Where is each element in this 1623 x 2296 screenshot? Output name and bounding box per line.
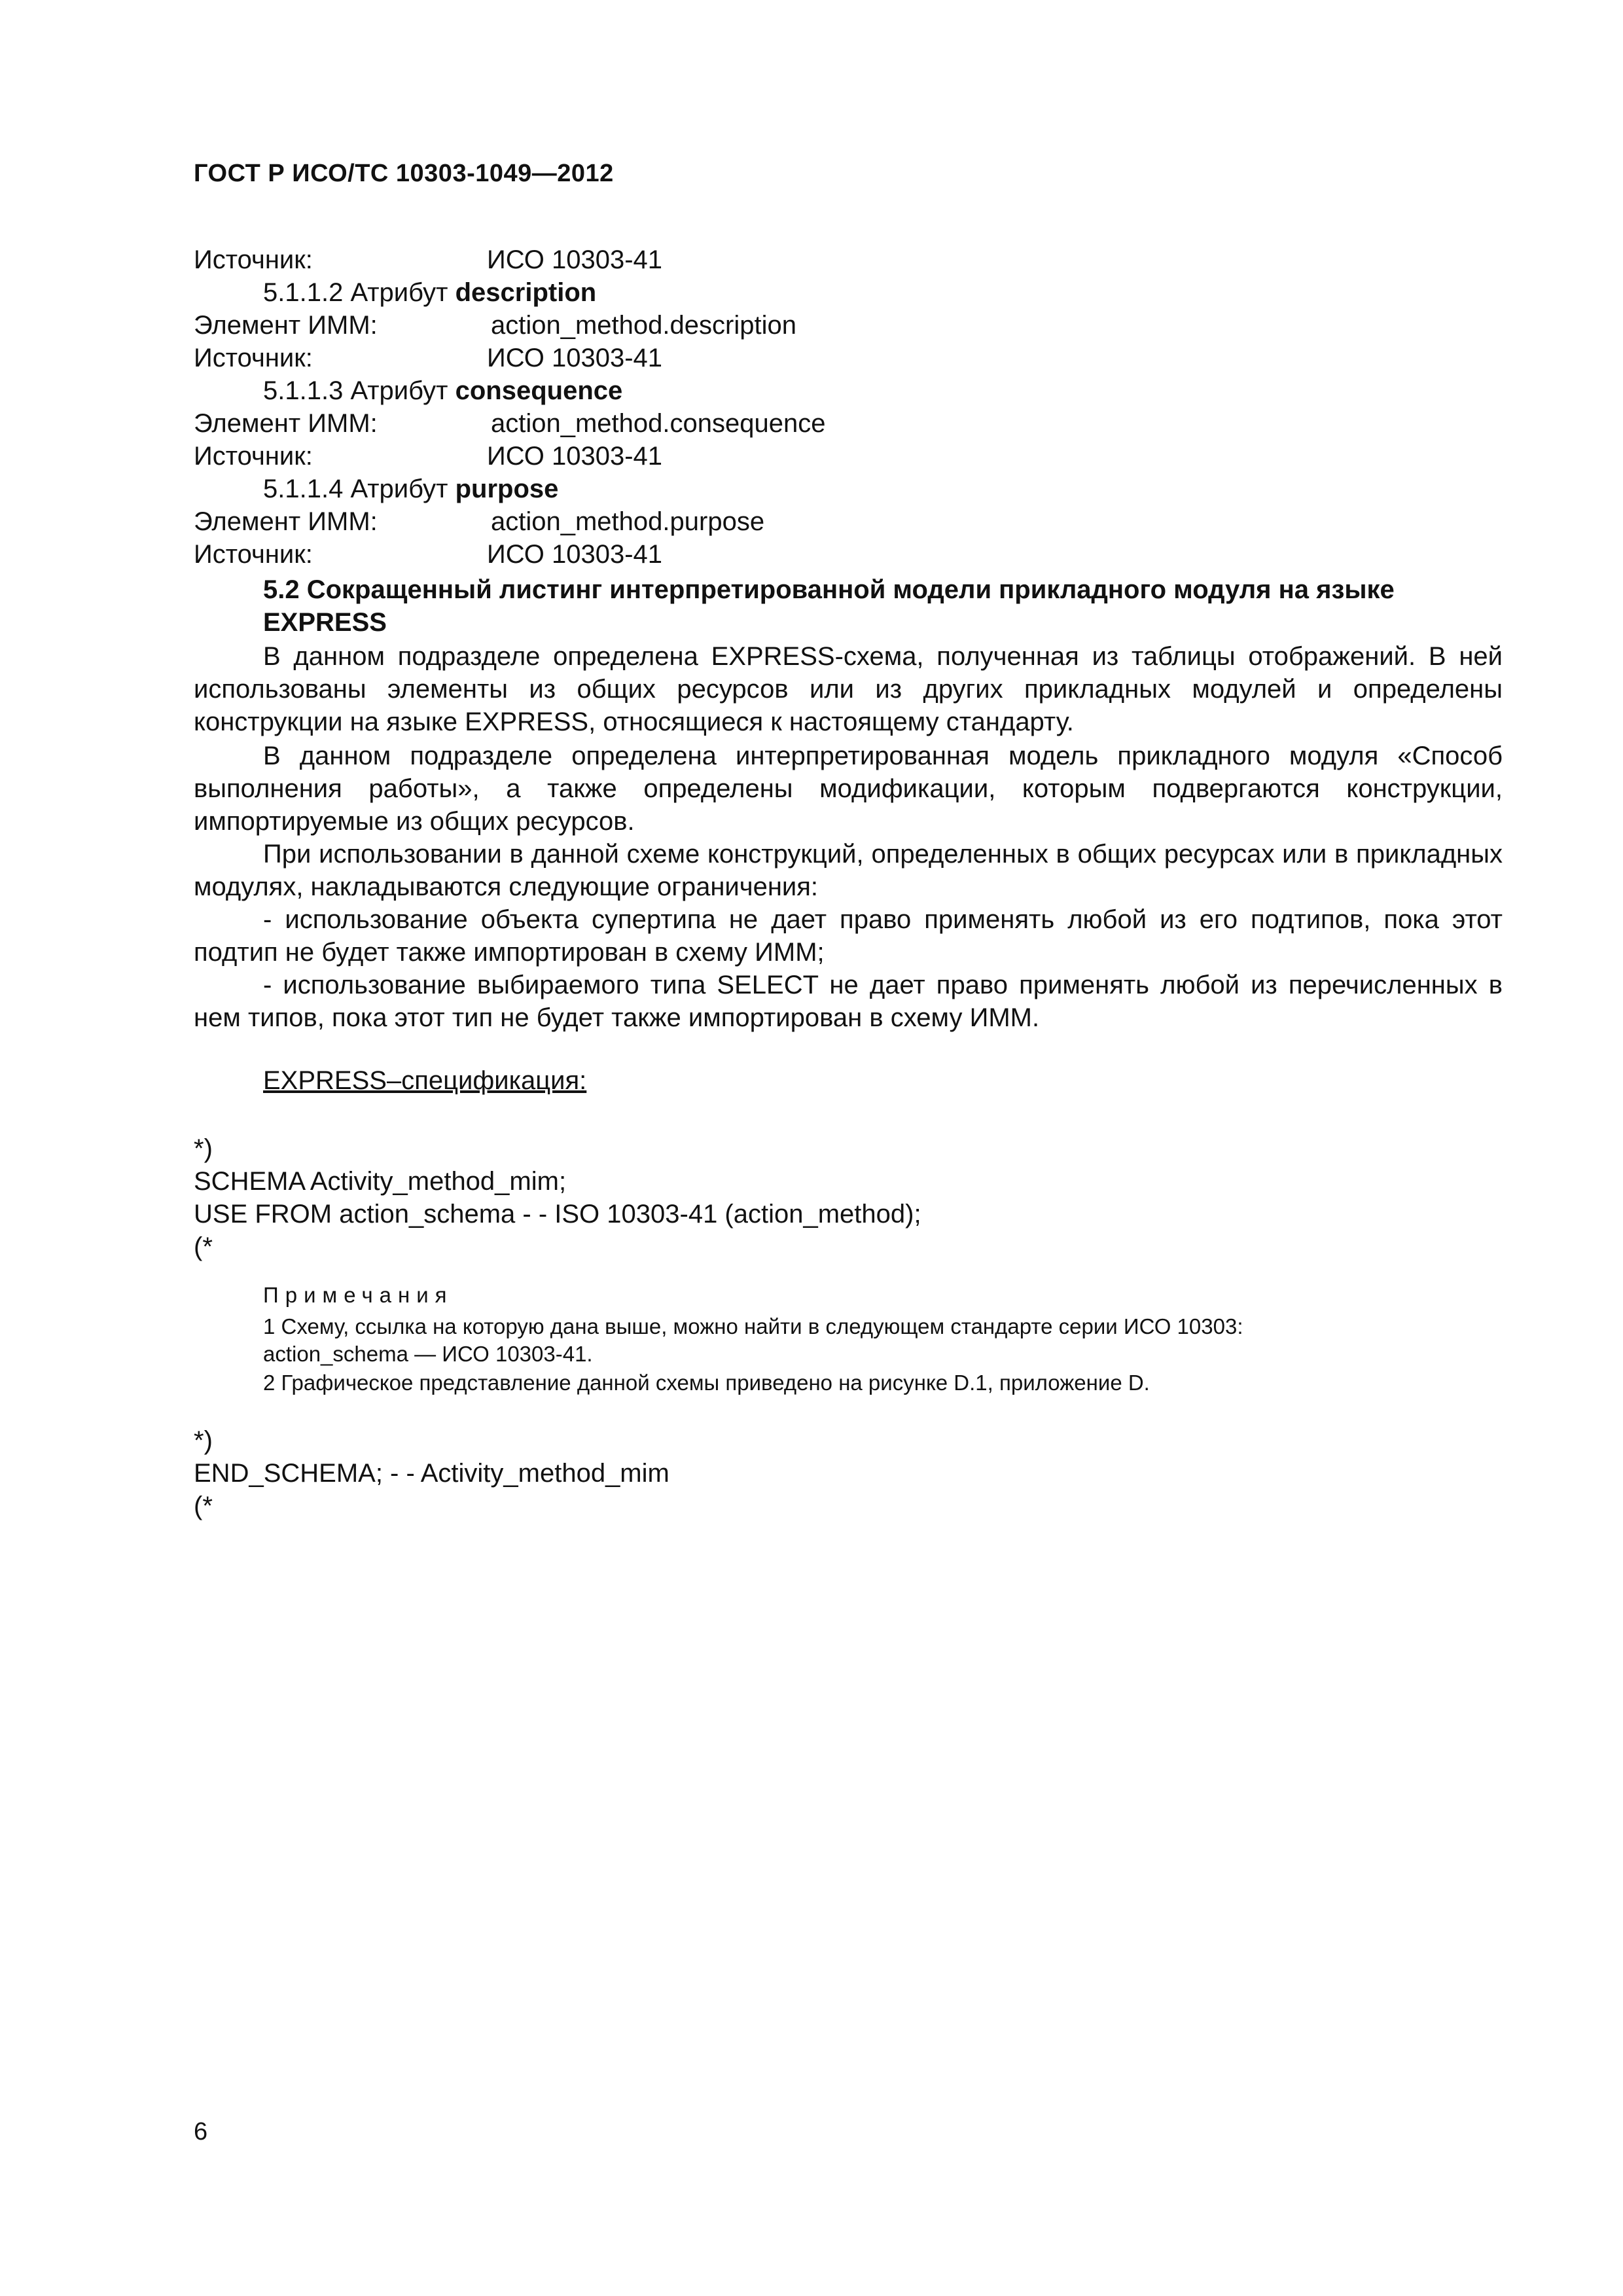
- attribute-heading: [263, 276, 596, 309]
- attribute-heading: [263, 374, 622, 407]
- code-line: USE FROM action_schema - - ISO 10303-41 (action_method);: [194, 1200, 921, 1229]
- list-item: - использование выбираемого типа SELECT не дает право применять любой из перечисленных в нем типов, пока этот тип не будет также импортирован в схему ИММ.: [194, 971, 1503, 1032]
- note-item: 2 Графическое представление данной схемы приведено на рисунке D.1, приложение D.: [263, 1371, 1150, 1395]
- note-item: action_schema — ИСО 10303-41.: [263, 1342, 593, 1366]
- document-header: ГОСТ Р ИСО/ТС 10303-1049—2012: [194, 160, 614, 187]
- code-line: END_SCHEMA; - - Activity_method_mim: [194, 1459, 669, 1488]
- source-label: Источник:: [194, 540, 313, 569]
- code-line: *): [194, 1426, 213, 1455]
- attribute-number: 5.1.1.4 Атрибут: [263, 475, 455, 503]
- element-value: action_method.consequence: [491, 409, 826, 438]
- attribute-name: description: [455, 278, 597, 307]
- attribute-name: consequence: [455, 376, 623, 405]
- source-value: ИСО 10303-41: [487, 442, 663, 471]
- section-title: 5.2 Сокращенный листинг интерпретированной модели прикладного модуля на языке EXPRESS: [263, 575, 1395, 637]
- code-line: (*: [194, 1232, 213, 1261]
- paragraph: В данном подразделе определена интерпретированная модель прикладного модуля «Способ выполнения работы», а также определены модификации, которым подвергаются конструкции, импортируемые из общих ресурсов.: [194, 742, 1503, 836]
- code-line: *): [194, 1134, 213, 1163]
- code-line: SCHEMA Activity_method_mim;: [194, 1167, 567, 1196]
- source-value: ИСО 10303-41: [487, 344, 663, 372]
- list-item: - использование объекта супертипа не дает право применять любой из его подтипов, пока этот подтип не будет также импортирован в схему ИММ;: [194, 905, 1503, 967]
- source-label: Источник:: [194, 442, 313, 471]
- code-line: (*: [194, 1492, 213, 1520]
- page-number: 6: [194, 2118, 208, 2145]
- element-label: Элемент ИММ:: [194, 507, 378, 536]
- source-label: Источник:: [194, 344, 313, 372]
- element-value: action_method.purpose: [491, 507, 765, 536]
- attribute-heading: [263, 473, 558, 505]
- notes-heading: Примечания: [263, 1283, 454, 1307]
- source-value: ИСО 10303-41: [487, 245, 663, 274]
- paragraph: В данном подразделе определена EXPRESS-схема, полученная из таблицы отображений. В ней использованы элементы из общих ресурсов или из других прикладных модулей и определены конструкции на языке EXPRESS, относящиеся к настоящему стандарту.: [194, 642, 1503, 736]
- source-value: ИСО 10303-41: [487, 540, 663, 569]
- attribute-number: 5.1.1.2 Атрибут: [263, 278, 455, 307]
- element-label: Элемент ИММ:: [194, 311, 378, 340]
- source-label: Источник:: [194, 245, 313, 274]
- note-item: 1 Схему, ссылка на которую дана выше, можно найти в следующем стандарте серии ИСО 10303:: [263, 1314, 1243, 1338]
- express-spec-title: EXPRESS–спецификация:: [263, 1066, 587, 1095]
- attribute-number: 5.1.1.3 Атрибут: [263, 376, 455, 405]
- paragraph: При использовании в данной схеме конструкций, определенных в общих ресурсах или в прикладных модулях, накладываются следующие ограничения:: [194, 840, 1503, 901]
- element-value: action_method.description: [491, 311, 796, 340]
- attribute-name: purpose: [455, 475, 559, 503]
- element-label: Элемент ИММ:: [194, 409, 378, 438]
